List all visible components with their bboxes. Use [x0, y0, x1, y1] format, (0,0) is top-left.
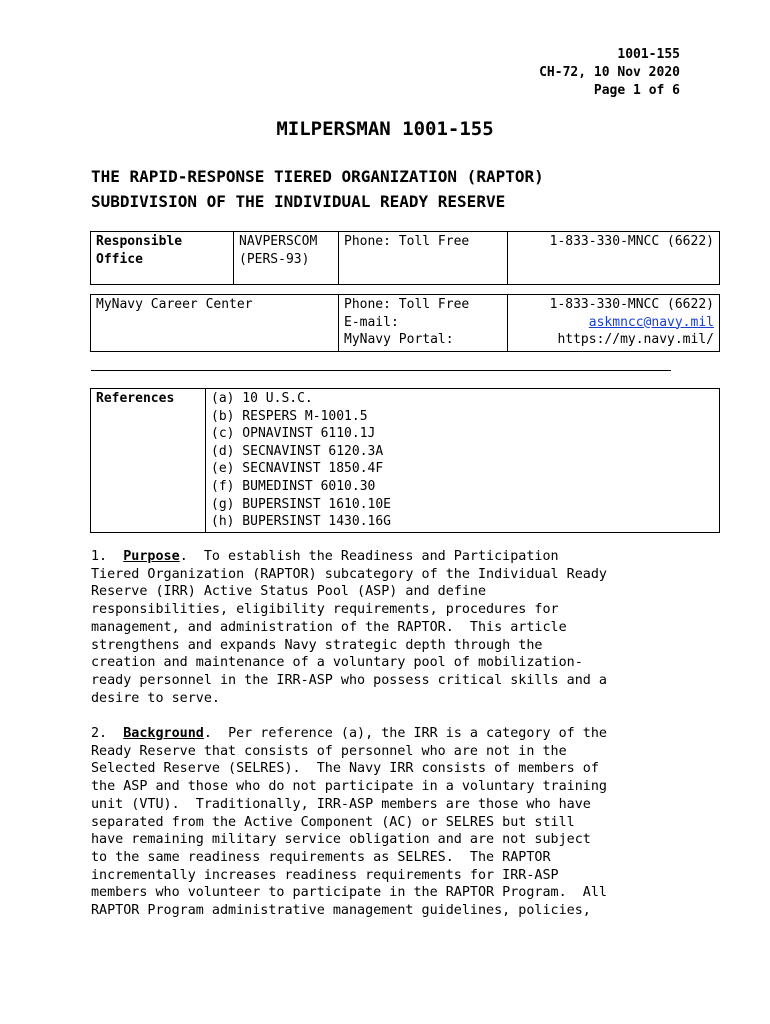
section-divider — [91, 370, 671, 371]
section-heading: Background — [123, 726, 204, 741]
text-line: creation and maintenance of a voluntary pool of mobilization- — [91, 655, 583, 671]
subtitle — [91, 164, 681, 214]
reference-item: (g) BUPERSINST 1610.10E — [211, 496, 392, 512]
text-line: Selected Reserve (SELRES). The Navy IRR consists of members of — [91, 761, 599, 777]
text-line: incrementally increases readiness requirements for IRR-ASP — [91, 867, 559, 883]
text-line: Per reference (a), the IRR is a category of the — [228, 726, 607, 741]
text-line: management, and administration of the RAPTOR. This article — [91, 619, 567, 635]
text-line: to the same readiness requirements as SELRES. The RAPTOR — [91, 849, 551, 865]
career-email-label: E-mail: — [344, 314, 399, 330]
responsible-office-name: NAVPERSCOM (PERS-93) — [234, 232, 339, 285]
text-line: have remaining military service obligation and are not subject — [91, 832, 591, 848]
career-center-values — [508, 295, 720, 352]
section-background: 2. Background. Per reference (a), the IRR is a category of the Ready Reserve that consists of personnel who are not in the Selected Reserve (SELRES). The Navy IRR consists of members of the ASP and those who do not participate in a voluntary training unit (VTU). Traditionally, IRR-ASP members are those who have separated from the Active Component (AC) or SELRES but still have remaining military service obligation and are not subject to the same readiness requirements as SELRES. The RAPTOR incrementally increases readiness requirements for IRR-ASP members who volunteer to participate in the RAPTOR Program. All RAPTOR Program administrative management guidelines, policies, — [91, 725, 691, 920]
reference-item: (c) OPNAVINST 6110.1J — [211, 426, 376, 442]
career-phone-label: Phone: Toll Free — [344, 297, 470, 312]
text-line: Ready Reserve that consists of personnel who are not in the — [91, 743, 567, 759]
reference-item: (f) BUMEDINST 6010.30 — [211, 478, 376, 494]
reference-item: (a) 10 U.S.C. — [211, 391, 313, 406]
doc-number: 1001-155 — [617, 47, 680, 62]
section-purpose: 1. Purpose. To establish the Readiness and Participation Tiered Organization (RAPTOR) subcategory of the Individual Ready Reserve (IRR) Active Status Pool (ASP) and define responsibilities, eligibility requirements, procedures for management, and administration of the RAPTOR. This article strengthens and expands Navy strategic depth through the creation and maintenance of a voluntary pool of mobilization- ready personnel in the IRR-ASP who possess critical skills and a desire to serve. — [91, 548, 691, 707]
responsible-phone-label: Phone: Toll Free — [339, 232, 508, 285]
section-number: 2. — [91, 726, 108, 741]
responsible-office-table — [90, 231, 720, 285]
career-center-name: MyNavy Career Center — [91, 295, 339, 352]
text-line: separated from the Active Component (AC) or SELRES but still — [91, 814, 575, 830]
references-table — [90, 388, 720, 533]
text-line: unit (VTU). Traditionally, IRR-ASP members are those who have — [91, 796, 591, 812]
text-line: Tiered Organization (RAPTOR) subcategory of the Individual Ready — [91, 566, 607, 582]
section-heading: Purpose — [123, 549, 180, 564]
subtitle-line-1: THE RAPID-RESPONSE TIERED ORGANIZATION (RAPTOR) — [91, 167, 544, 186]
text-line: ready personnel in the IRR-ASP who possess critical skills and a — [91, 672, 607, 688]
career-center-table — [90, 294, 720, 352]
text-line: strengthens and expands Navy strategic depth through the — [91, 637, 543, 653]
career-portal-url[interactable]: https://my.navy.mil/ — [557, 332, 714, 347]
responsible-phone: 1-833-330-MNCC (6622) — [508, 232, 720, 285]
reference-item: (b) RESPERS M-1001.5 — [211, 408, 368, 424]
page-number: Page 1 of 6 — [593, 83, 680, 98]
text-line: members who volunteer to participate in the RAPTOR Program. All — [91, 885, 607, 901]
career-portal-label: MyNavy Portal: — [344, 332, 454, 347]
career-email-link[interactable]: askmncc@navy.mil — [588, 314, 714, 330]
text-line: desire to serve. — [91, 690, 220, 706]
reference-item: (e) SECNAVINST 1850.4F — [211, 461, 384, 477]
document-header — [539, 46, 680, 100]
career-center-labels — [339, 295, 508, 352]
text-line: the ASP and those who do not participate in a voluntary training — [91, 779, 607, 795]
text-line: responsibilities, eligibility requirements, procedures for — [91, 602, 559, 618]
change-date: CH-72, 10 Nov 2020 — [539, 65, 680, 80]
responsible-office-label: Responsible Office — [91, 232, 234, 285]
page-title: MILPERSMAN 1001-155 — [276, 118, 494, 140]
subtitle-line-2: SUBDIVISION OF THE INDIVIDUAL READY RESERVE — [91, 192, 506, 211]
references-list — [206, 389, 720, 533]
reference-item: (d) SECNAVINST 6120.3A — [211, 443, 384, 459]
references-label: References — [91, 389, 206, 533]
section-number: 1. — [91, 549, 108, 564]
text-line: To establish the Readiness and Participation — [203, 549, 559, 564]
career-phone: 1-833-330-MNCC (6622) — [549, 297, 714, 312]
text-line: Reserve (IRR) Active Status Pool (ASP) and define — [91, 584, 487, 600]
reference-item: (h) BUPERSINST 1430.16G — [211, 514, 392, 530]
text-line: RAPTOR Program administrative management guidelines, policies, — [91, 903, 591, 919]
